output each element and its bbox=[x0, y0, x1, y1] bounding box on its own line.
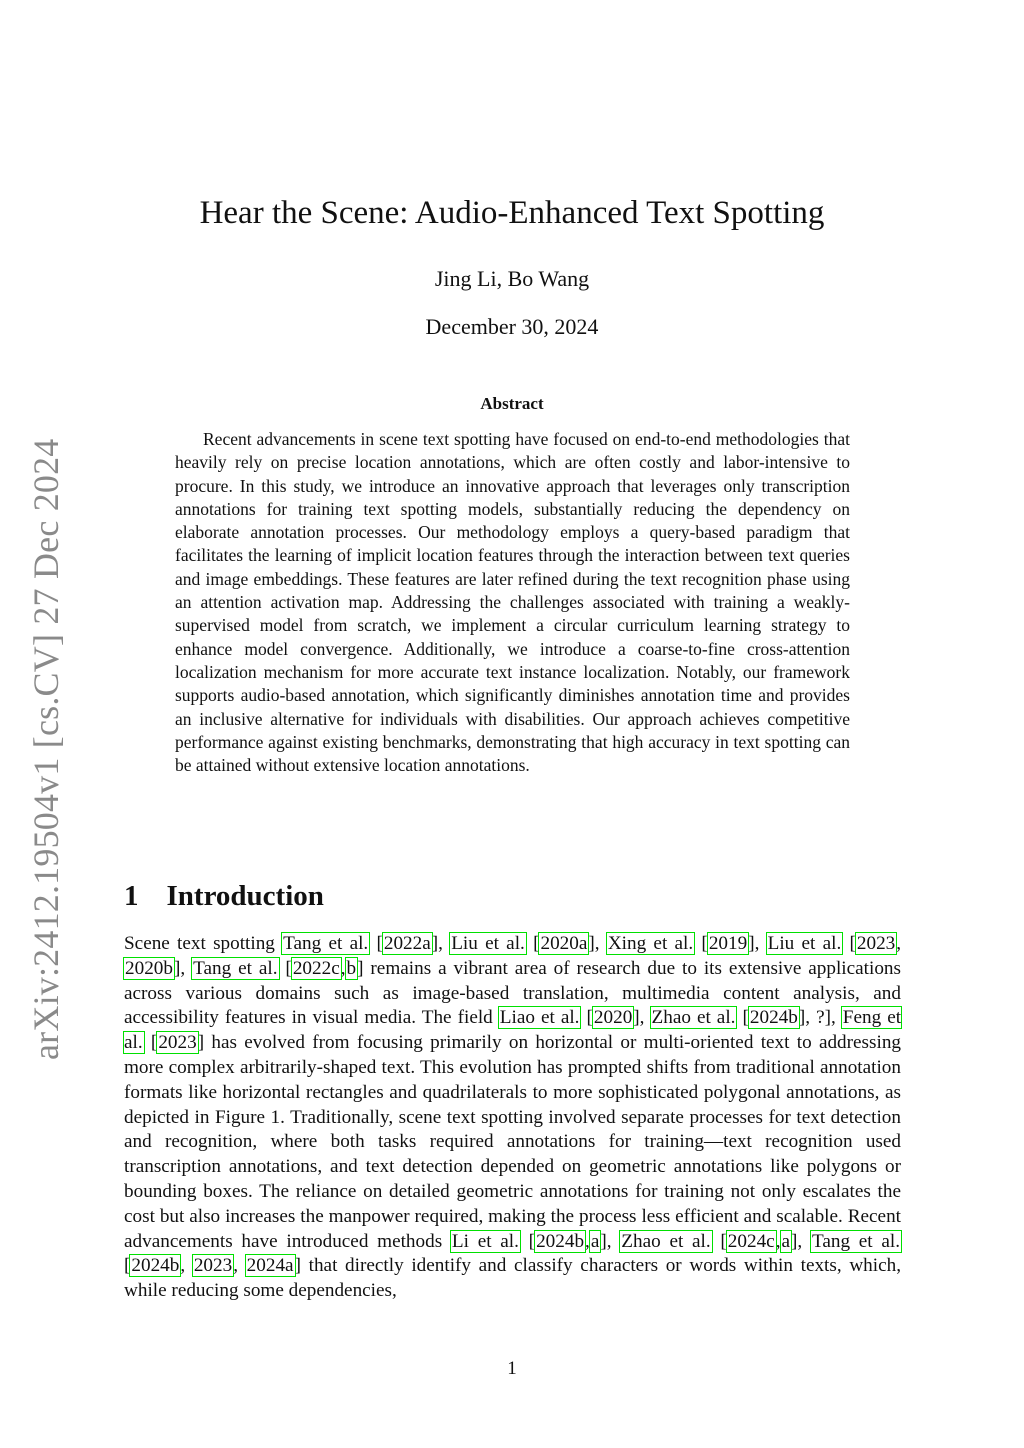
intro-text: [ bbox=[694, 933, 708, 954]
introduction-paragraph bbox=[124, 932, 901, 1304]
intro-text: [ bbox=[369, 933, 383, 954]
intro-text: ], bbox=[791, 1230, 811, 1252]
citation-link[interactable]: Feng et al. bbox=[124, 1007, 902, 1054]
intro-text: , bbox=[180, 1255, 193, 1277]
arxiv-identifier-stamp: arXiv:2412.19504v1 [cs.CV] 27 Dec 2024 bbox=[26, 438, 66, 1060]
intro-text: [ bbox=[143, 1032, 158, 1054]
section-number: 1 bbox=[124, 880, 139, 912]
intro-text: ] remains a vibrant area of research due to its extensive applications across various domains such as image-based translation, multimedia content analysis, and accessibility features in visual media. The field bbox=[124, 957, 901, 1029]
intro-text: ], bbox=[588, 933, 607, 954]
citation-link[interactable]: 2020 bbox=[593, 1007, 633, 1029]
citation-link[interactable]: Tang et al. bbox=[193, 957, 278, 979]
citation-link[interactable]: 2023 bbox=[193, 1255, 233, 1277]
intro-text: ], bbox=[633, 1007, 651, 1029]
intro-text: [ bbox=[580, 1007, 593, 1029]
intro-text: , bbox=[585, 1230, 590, 1252]
intro-text: ] that directly identify and classify characters or words within texts, which, while reducing some dependencies, bbox=[124, 1255, 902, 1302]
abstract-heading: Abstract bbox=[480, 394, 544, 413]
citation-link[interactable]: 2022c bbox=[292, 957, 340, 979]
citation-link[interactable]: 2020b bbox=[125, 957, 173, 979]
citation-link[interactable]: a bbox=[781, 1230, 791, 1252]
paper-authors: Jing Li, Bo Wang bbox=[434, 266, 590, 291]
citation-link[interactable]: a bbox=[590, 1230, 600, 1252]
intro-text: , bbox=[775, 1230, 781, 1252]
citation-link[interactable]: Zhao et al. bbox=[651, 1007, 736, 1029]
citation-link[interactable]: Tang et al. bbox=[811, 1230, 900, 1252]
citation-link[interactable]: 2019 bbox=[708, 933, 748, 954]
intro-text: ], bbox=[173, 957, 193, 979]
citation-link[interactable]: 2023 bbox=[856, 933, 896, 954]
intro-text: [ bbox=[736, 1007, 749, 1029]
page-number: 1 bbox=[507, 1358, 517, 1379]
intro-text: ], ?], bbox=[798, 1007, 842, 1029]
intro-text: , bbox=[233, 1255, 246, 1277]
paper-title: Hear the Scene: Audio-Enhanced Text Spotting bbox=[199, 195, 825, 231]
citation-link[interactable]: Liao et al. bbox=[499, 1007, 580, 1029]
intro-text: [ bbox=[278, 957, 292, 979]
intro-text: [ bbox=[519, 1230, 536, 1252]
citation-link[interactable]: 2024b bbox=[536, 1230, 585, 1252]
paper-date: December 30, 2024 bbox=[425, 314, 599, 339]
intro-text: , bbox=[896, 933, 902, 954]
intro-text: ], bbox=[748, 933, 767, 954]
citation-link[interactable]: 2024a bbox=[246, 1255, 294, 1277]
citation-link[interactable]: 2024b bbox=[131, 1255, 180, 1277]
intro-text: , bbox=[340, 957, 346, 979]
citation-link[interactable]: 2022a bbox=[383, 933, 431, 954]
intro-text: [ bbox=[124, 1255, 131, 1277]
citation-link[interactable]: Liu et al. bbox=[451, 933, 525, 954]
citation-link[interactable]: 2020a bbox=[540, 933, 588, 954]
intro-text: [ bbox=[525, 933, 540, 954]
citation-link[interactable]: Zhao et al. bbox=[621, 1230, 711, 1252]
section-title: Introduction bbox=[166, 880, 324, 912]
citation-link[interactable]: Xing et al. bbox=[607, 933, 694, 954]
citation-link[interactable]: b bbox=[346, 957, 357, 979]
intro-text: ], bbox=[600, 1230, 621, 1252]
intro-text: [ bbox=[842, 933, 856, 954]
intro-text: ], bbox=[431, 933, 451, 954]
intro-text: Scene text spotting bbox=[124, 933, 283, 954]
citation-link[interactable]: Li et al. bbox=[451, 1230, 519, 1252]
section-heading-introduction bbox=[124, 880, 324, 913]
citation-link[interactable]: 2024c bbox=[727, 1230, 775, 1252]
abstract-text: Recent advancements in scene text spotting have focused on end-to-end methodologies that heavily rely on precise location annotations, which are often costly and labor-intensive to procure. In this study, we introduce an innovative approach that leverages only transcription annotations for training text spotting models, substantially reducing the dependency on elaborate annotation processes. Our methodology employs a query-based paradigm that facilitates the learning of implicit location features through the interaction between text queries and image embeddings. These features are later refined during the text recognition phase using an attention activation map. Addressing the challenges associated with training a weakly-supervised model from scratch, we implement a circular curriculum learning strategy to enhance model convergence. Additionally, we introduce a coarse-to-fine cross-attention localization mechanism for more accurate text instance localization. Notably, our framework supports audio-based annotation, which significantly diminishes annotation time and provides an inclusive alternative for individuals with disabilities. Our approach achieves competitive performance against existing benchmarks, demonstrating that high accuracy in text spotting can be attained without extensive location annotations. bbox=[175, 429, 850, 776]
citation-link[interactable]: 2023 bbox=[158, 1032, 197, 1054]
intro-text: [ bbox=[711, 1230, 727, 1252]
citation-link[interactable]: Liu et al. bbox=[767, 933, 842, 954]
citation-link[interactable]: 2024b bbox=[749, 1007, 798, 1029]
citation-link[interactable]: Tang et al. bbox=[283, 933, 369, 954]
intro-text: ] has evolved from focusing primarily on horizontal or multi-oriented text to addressing more complex arbitrarily-shaped text. This evolution has prompted shifts from traditional annotation formats like horizontal rectangles and quadrilaterals to more sophisticated polygonal annotations, as depicted in Figure 1. Traditionally, scene text spotting involved separate processes for text detection and recognition, where both tasks required annotations for training—text recognition used transcription annotations, and text detection depended on geometric annotations like polygons or bounding boxes. The reliance on detailed geometric annotations for training not only escalates the cost but also increases the manpower required, making the process less efficient and scalable. Recent advancements have introduced methods bbox=[124, 1032, 902, 1252]
